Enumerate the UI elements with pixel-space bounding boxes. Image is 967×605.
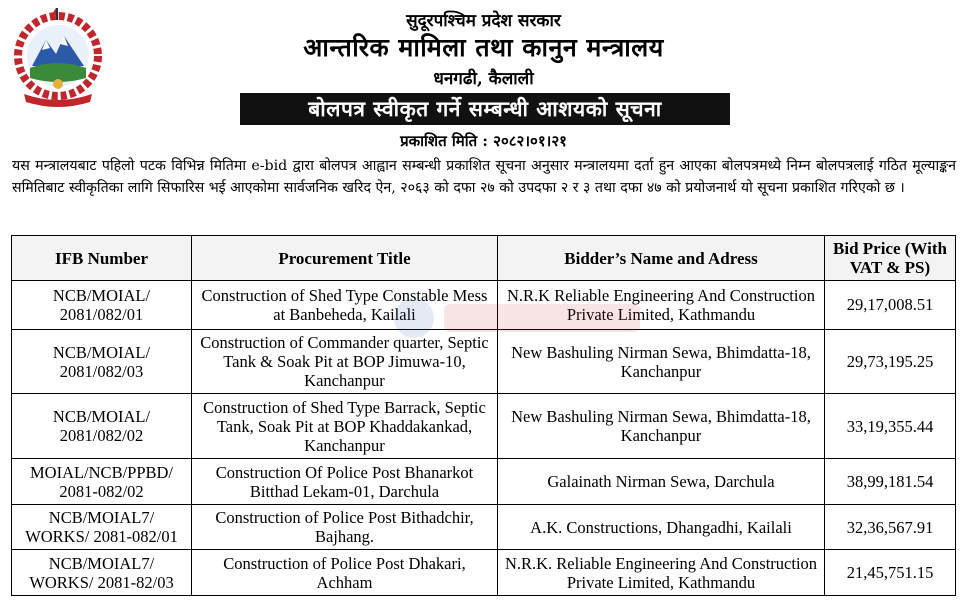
ifb-number: NCB/MOIAL/ 2081/082/01: [12, 281, 192, 330]
bidder-name: Galainath Nirman Sewa, Darchula: [498, 459, 825, 505]
bid-price: 29,73,195.25: [825, 329, 956, 394]
col-procurement-title: Procurement Title: [192, 236, 498, 281]
bidder-name: N.R.K Reliable Engineering And Construction Private Limited, Kathmandu: [498, 281, 825, 330]
bid-price: 21,45,751.15: [825, 550, 956, 596]
bidder-name: A.K. Constructions, Dhangadhi, Kailali: [498, 504, 825, 550]
col-bidder: Bidder’s Name and Adress: [498, 236, 825, 281]
procurement-title: Construction of Shed Type Barrack, Septic Tank, Soak Pit at BOP Khaddakankad, Kanchanpur: [192, 394, 498, 459]
bidder-name: New Bashuling Nirman Sewa, Bhimdatta-18, Kanchanpur: [498, 329, 825, 394]
procurement-title: Construction of Police Post Dhakari, Achham: [192, 550, 498, 596]
bid-table: [11, 235, 956, 596]
col-ifb-number: IFB Number: [12, 236, 192, 281]
procurement-title: Construction of Police Post Bithadchir, Bajhang.: [192, 504, 498, 550]
ifb-number: NCB/MOIAL/ 2081/082/03: [12, 329, 192, 394]
published-value: २०८२।०१।२१: [493, 132, 567, 150]
notice-intro-paragraph: यस मन्त्रालयबाट पहिलो पटक विभिन्न मितिमा e-bid द्वारा बोलपत्र आह्वान सम्बन्धी प्रकाशित सूचना अनुसार मन्त्रालयमा दर्ता हुन आएका बोलपत्रमध्ये निम्न बोलपत्रलाई गठित मूल्याङ्कन समितिबाट स्वीकृतिका लागि सिफारिस भई आएकोमा सार्वजनिक खरिद ऐन, २०६३ को दफा २७ को उपदफा २ र ३ तथा दफा ४७ को प्रयोजनार्थ यो सूचना प्रकाशित गरिएको छ ।: [12, 158, 956, 196]
bid-price: 38,99,181.54: [825, 459, 956, 505]
table-row: [12, 394, 956, 459]
published-label: प्रकाशित मिति :: [400, 132, 488, 150]
procurement-title: Construction of Commander quarter, Septic Tank & Soak Pit at BOP Jimuwa-10, Kanchanpur: [192, 329, 498, 394]
bidder-name: N.R.K. Reliable Engineering And Construction Private Limited, Kathmandu: [498, 550, 825, 596]
ifb-number: NCB/MOIAL7/ WORKS/ 2081-82/03: [12, 550, 192, 596]
table-row: [12, 281, 956, 330]
ifb-number: NCB/MOIAL7/ WORKS/ 2081-082/01: [12, 504, 192, 550]
table-row: [12, 504, 956, 550]
table-row: [12, 459, 956, 505]
table-header-row: [12, 236, 956, 281]
bid-price: 32,36,567.91: [825, 504, 956, 550]
published-date: [0, 131, 967, 151]
table-row: [12, 329, 956, 394]
ministry-location: धनगढी, कैलाली: [433, 69, 534, 89]
procurement-title: Construction Of Police Post Bhanarkot Bitthad Lekam-01, Darchula: [192, 459, 498, 505]
table-row: [12, 550, 956, 596]
bid-price: 33,19,355.44: [825, 394, 956, 459]
ministry-name: आन्तरिक मामिला तथा कानुन मन्त्रालय: [303, 33, 664, 62]
ifb-number: NCB/MOIAL/ 2081/082/02: [12, 394, 192, 459]
notice-title-banner: बोलपत्र स्वीकृत गर्ने सम्बन्धी आशयको सूचना: [240, 93, 730, 125]
col-bid-price: Bid Price (With VAT & PS): [825, 236, 956, 281]
bid-price: 29,17,008.51: [825, 281, 956, 330]
bidder-name: New Bashuling Nirman Sewa, Bhimdatta-18, Kanchanpur: [498, 394, 825, 459]
government-line: सुदूरपश्चिम प्रदेश सरकार: [406, 11, 561, 31]
ifb-number: MOIAL/NCB/PPBD/ 2081-082/02: [12, 459, 192, 505]
procurement-title: Construction of Shed Type Constable Mess at Banbeheda, Kailali: [192, 281, 498, 330]
